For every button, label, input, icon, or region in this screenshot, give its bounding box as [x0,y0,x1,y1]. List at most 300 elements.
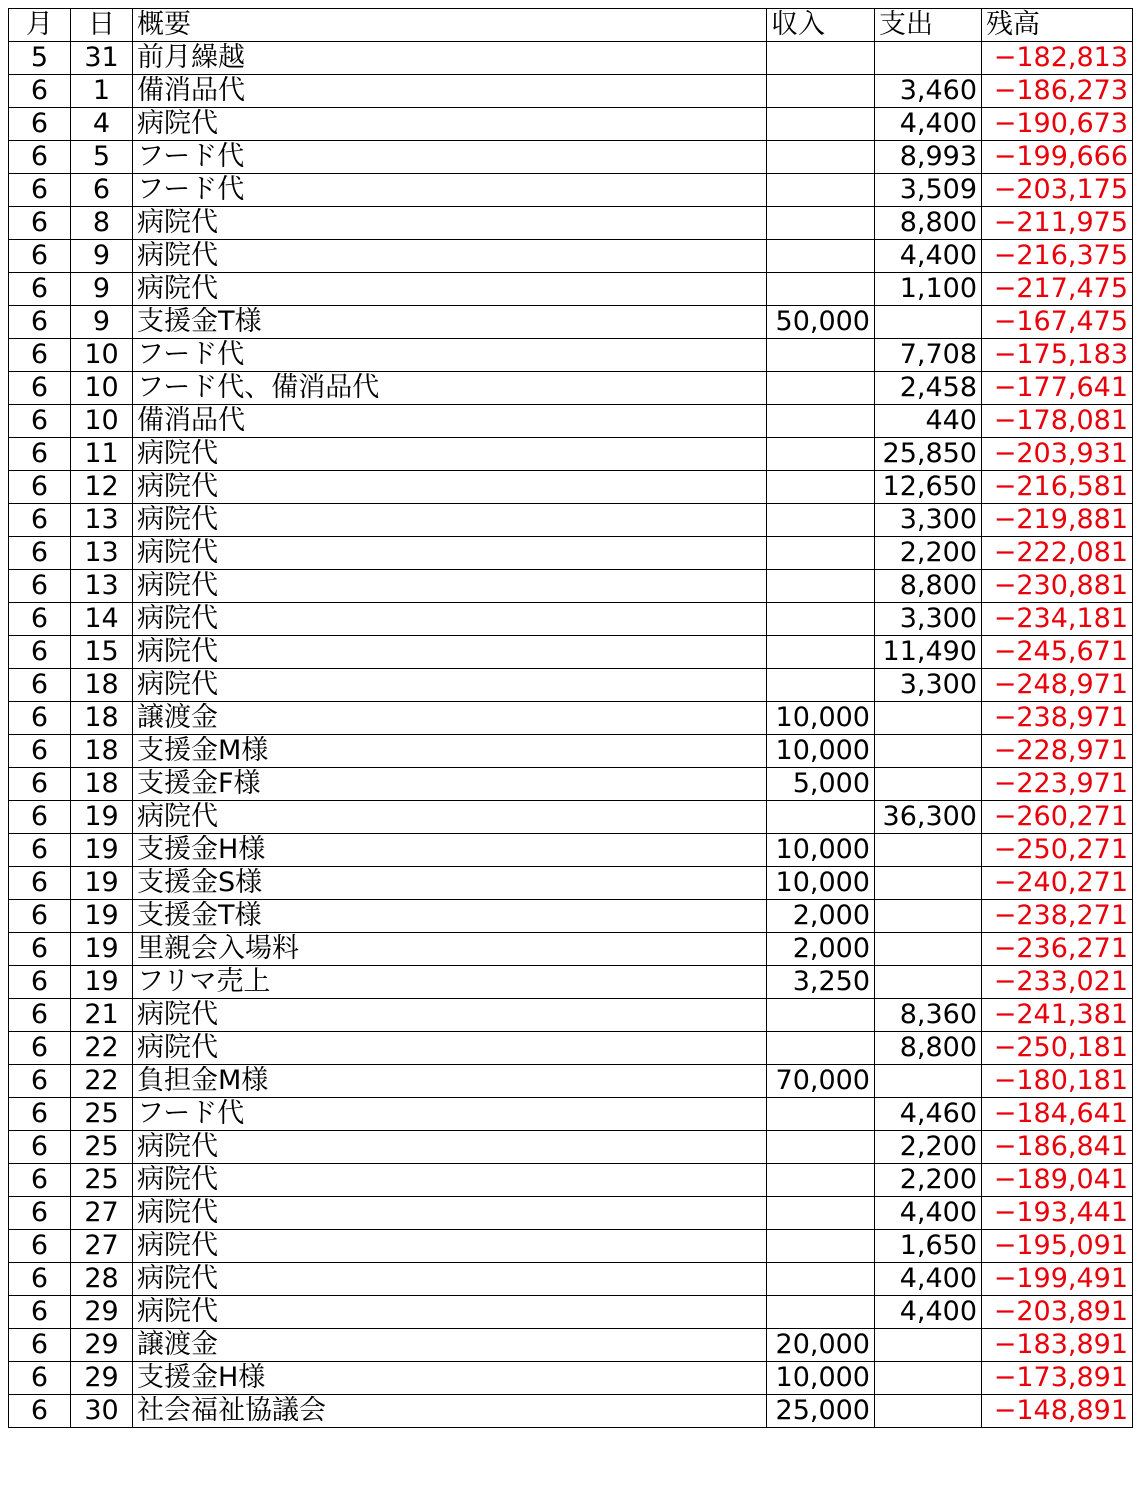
cell-description: 譲渡金 [133,1329,767,1362]
cell-description: 病院代 [133,240,767,273]
cell-description: 備消品代 [133,75,767,108]
cell-day: 27 [71,1230,133,1263]
table-row [9,636,1133,669]
cell-balance: −236,271 [982,933,1133,966]
table-row [9,768,1133,801]
cell-description: 支援金T様 [133,306,767,339]
cell-day: 8 [71,207,133,240]
cell-balance: −186,273 [982,75,1133,108]
cell-expense: 8,993 [875,141,982,174]
cell-balance: −241,381 [982,999,1133,1032]
cell-day: 19 [71,834,133,867]
cell-month: 6 [9,306,71,339]
table-row [9,999,1133,1032]
table-row [9,75,1133,108]
cell-day: 6 [71,174,133,207]
cell-balance: −167,475 [982,306,1133,339]
cell-income: 50,000 [767,306,875,339]
table-row [9,1296,1133,1329]
cell-month: 5 [9,42,71,75]
cell-description: フード代 [133,339,767,372]
cell-month: 6 [9,669,71,702]
cell-description: 病院代 [133,1164,767,1197]
cell-expense [875,966,982,999]
cell-expense [875,1329,982,1362]
cell-balance: −203,891 [982,1296,1133,1329]
cell-balance: −178,081 [982,405,1133,438]
cell-income [767,108,875,141]
cell-month: 6 [9,900,71,933]
cell-expense: 7,708 [875,339,982,372]
cell-month: 6 [9,1263,71,1296]
cell-expense: 3,300 [875,669,982,702]
cell-balance: −230,881 [982,570,1133,603]
cell-month: 6 [9,1230,71,1263]
header-expense: 支出 [875,9,982,42]
cell-description: 支援金H様 [133,834,767,867]
cell-balance: −250,271 [982,834,1133,867]
cell-description: 支援金F様 [133,768,767,801]
cell-income [767,471,875,504]
cell-month: 6 [9,1197,71,1230]
cell-day: 9 [71,306,133,339]
cell-day: 12 [71,471,133,504]
cell-month: 6 [9,834,71,867]
cell-day: 18 [71,702,133,735]
cell-day: 9 [71,240,133,273]
cell-balance: −219,881 [982,504,1133,537]
table-row [9,801,1133,834]
cell-month: 6 [9,438,71,471]
header-day: 日 [71,9,133,42]
cell-income [767,1230,875,1263]
header-month: 月 [9,9,71,42]
cell-expense: 4,400 [875,1296,982,1329]
cell-income: 10,000 [767,702,875,735]
cell-income [767,273,875,306]
cell-description: 前月繰越 [133,42,767,75]
cell-day: 13 [71,570,133,603]
cell-expense: 4,400 [875,240,982,273]
cell-balance: −193,441 [982,1197,1133,1230]
cell-day: 18 [71,669,133,702]
cell-day: 15 [71,636,133,669]
cell-income [767,1263,875,1296]
cell-description: フリマ売上 [133,966,767,999]
cell-day: 27 [71,1197,133,1230]
cell-description: 病院代 [133,207,767,240]
cell-day: 4 [71,108,133,141]
cell-description: 里親会入場料 [133,933,767,966]
cell-day: 31 [71,42,133,75]
cell-income: 20,000 [767,1329,875,1362]
cell-day: 19 [71,867,133,900]
cell-income [767,1197,875,1230]
cell-expense: 2,200 [875,1164,982,1197]
table-row [9,900,1133,933]
cell-month: 6 [9,75,71,108]
ledger-body [9,42,1133,1428]
cell-day: 19 [71,900,133,933]
cell-balance: −216,375 [982,240,1133,273]
header-income: 収入 [767,9,875,42]
cell-description: 病院代 [133,603,767,636]
cell-income [767,438,875,471]
cell-expense: 2,458 [875,372,982,405]
header-description: 概要 [133,9,767,42]
cell-income [767,207,875,240]
cell-month: 6 [9,603,71,636]
cell-day: 28 [71,1263,133,1296]
cell-day: 21 [71,999,133,1032]
cell-day: 13 [71,537,133,570]
cell-balance: −248,971 [982,669,1133,702]
cell-expense: 3,300 [875,504,982,537]
header-balance: 残高 [982,9,1133,42]
cell-expense: 8,800 [875,1032,982,1065]
table-row [9,471,1133,504]
cell-month: 6 [9,1329,71,1362]
table-row [9,273,1133,306]
cell-month: 6 [9,1164,71,1197]
table-row [9,1197,1133,1230]
table-row [9,966,1133,999]
cell-description: 支援金H様 [133,1362,767,1395]
cell-month: 6 [9,207,71,240]
cell-description: 病院代 [133,999,767,1032]
cell-expense: 4,400 [875,1197,982,1230]
table-row [9,1065,1133,1098]
cell-day: 22 [71,1065,133,1098]
cell-income [767,141,875,174]
cell-month: 6 [9,801,71,834]
cell-balance: −233,021 [982,966,1133,999]
cell-description: 病院代 [133,801,767,834]
cell-expense: 11,490 [875,636,982,669]
table-row [9,834,1133,867]
cell-description: フード代 [133,141,767,174]
table-row [9,1329,1133,1362]
cell-description: 病院代 [133,669,767,702]
cell-expense [875,735,982,768]
cell-description: 病院代 [133,471,767,504]
cell-day: 9 [71,273,133,306]
table-row [9,1362,1133,1395]
cell-income [767,339,875,372]
table-row [9,438,1133,471]
cell-month: 6 [9,702,71,735]
cell-description: 社会福祉協議会 [133,1395,767,1428]
cell-month: 6 [9,867,71,900]
cell-income [767,174,875,207]
cell-balance: −223,971 [982,768,1133,801]
cell-month: 6 [9,1395,71,1428]
cell-month: 6 [9,636,71,669]
cell-expense [875,1362,982,1395]
cell-expense [875,42,982,75]
cell-description: 病院代 [133,438,767,471]
cell-description: 支援金S様 [133,867,767,900]
cell-income [767,801,875,834]
cell-description: 病院代 [133,1230,767,1263]
cell-description: 病院代 [133,273,767,306]
cell-income [767,1131,875,1164]
cell-balance: −203,175 [982,174,1133,207]
cell-balance: −260,271 [982,801,1133,834]
cell-balance: −228,971 [982,735,1133,768]
header-row [9,9,1133,42]
cell-description: 病院代 [133,537,767,570]
cell-day: 10 [71,405,133,438]
cell-balance: −180,181 [982,1065,1133,1098]
cell-month: 6 [9,999,71,1032]
cell-day: 18 [71,768,133,801]
cell-month: 6 [9,570,71,603]
cell-income [767,240,875,273]
cell-description: 譲渡金 [133,702,767,735]
table-row [9,306,1133,339]
cell-income [767,42,875,75]
cell-income [767,1296,875,1329]
cell-day: 10 [71,339,133,372]
cell-expense [875,1395,982,1428]
cell-month: 6 [9,966,71,999]
cell-balance: −234,181 [982,603,1133,636]
table-row [9,669,1133,702]
cell-balance: −190,673 [982,108,1133,141]
cell-expense: 1,650 [875,1230,982,1263]
cell-income [767,1032,875,1065]
cell-income [767,537,875,570]
cell-expense: 3,460 [875,75,982,108]
table-row [9,867,1133,900]
cell-balance: −186,841 [982,1131,1133,1164]
cell-expense: 8,360 [875,999,982,1032]
cell-day: 14 [71,603,133,636]
table-row [9,141,1133,174]
cell-expense [875,702,982,735]
cell-day: 10 [71,372,133,405]
cell-balance: −238,971 [982,702,1133,735]
cell-day: 19 [71,966,133,999]
cell-day: 30 [71,1395,133,1428]
cell-income [767,75,875,108]
cell-balance: −195,091 [982,1230,1133,1263]
cell-income: 5,000 [767,768,875,801]
table-row [9,1395,1133,1428]
cell-balance: −238,271 [982,900,1133,933]
cell-day: 25 [71,1164,133,1197]
table-row [9,207,1133,240]
cell-balance: −189,041 [982,1164,1133,1197]
cell-day: 19 [71,933,133,966]
cell-description: 負担金M様 [133,1065,767,1098]
cell-month: 6 [9,240,71,273]
cell-expense: 12,650 [875,471,982,504]
cell-balance: −173,891 [982,1362,1133,1395]
cell-balance: −148,891 [982,1395,1133,1428]
cell-description: 病院代 [133,1296,767,1329]
table-row [9,1032,1133,1065]
cell-description: 支援金M様 [133,735,767,768]
cell-month: 6 [9,174,71,207]
cell-expense: 2,200 [875,537,982,570]
cell-day: 25 [71,1131,133,1164]
table-row [9,339,1133,372]
cell-expense [875,306,982,339]
cell-expense: 4,460 [875,1098,982,1131]
cell-month: 6 [9,1131,71,1164]
table-row [9,504,1133,537]
cell-description: 支援金T様 [133,900,767,933]
cell-expense [875,867,982,900]
cell-expense: 2,200 [875,1131,982,1164]
cell-income: 2,000 [767,900,875,933]
ledger-table [8,8,1133,1428]
cell-balance: −199,666 [982,141,1133,174]
cell-income: 10,000 [767,735,875,768]
cell-day: 29 [71,1362,133,1395]
cell-month: 6 [9,372,71,405]
cell-description: 病院代 [133,504,767,537]
cell-month: 6 [9,339,71,372]
cell-expense: 25,850 [875,438,982,471]
cell-balance: −245,671 [982,636,1133,669]
table-row [9,1230,1133,1263]
cell-income [767,669,875,702]
cell-balance: −216,581 [982,471,1133,504]
cell-balance: −222,081 [982,537,1133,570]
cell-expense: 3,509 [875,174,982,207]
cell-balance: −177,641 [982,372,1133,405]
table-row [9,1098,1133,1131]
cell-month: 6 [9,273,71,306]
cell-income [767,999,875,1032]
table-row [9,603,1133,636]
ledger-header [9,9,1133,42]
cell-income: 10,000 [767,867,875,900]
table-row [9,42,1133,75]
cell-month: 6 [9,471,71,504]
cell-income: 25,000 [767,1395,875,1428]
cell-balance: −211,975 [982,207,1133,240]
cell-description: 病院代 [133,108,767,141]
cell-description: 病院代 [133,1197,767,1230]
cell-day: 29 [71,1296,133,1329]
cell-income [767,405,875,438]
cell-month: 6 [9,1296,71,1329]
cell-month: 6 [9,537,71,570]
cell-income: 10,000 [767,834,875,867]
cell-month: 6 [9,405,71,438]
cell-description: 病院代 [133,1263,767,1296]
cell-expense [875,900,982,933]
table-row [9,108,1133,141]
cell-income: 3,250 [767,966,875,999]
cell-description: 病院代 [133,636,767,669]
table-row [9,240,1133,273]
table-row [9,405,1133,438]
cell-expense: 440 [875,405,982,438]
cell-description: 病院代 [133,1131,767,1164]
cell-month: 6 [9,1098,71,1131]
table-row [9,1263,1133,1296]
cell-day: 1 [71,75,133,108]
cell-balance: −182,813 [982,42,1133,75]
cell-day: 25 [71,1098,133,1131]
cell-day: 11 [71,438,133,471]
cell-month: 6 [9,768,71,801]
cell-income: 10,000 [767,1362,875,1395]
cell-income [767,504,875,537]
cell-day: 5 [71,141,133,174]
cell-balance: −183,891 [982,1329,1133,1362]
table-row [9,537,1133,570]
table-row [9,372,1133,405]
table-row [9,702,1133,735]
cell-day: 29 [71,1329,133,1362]
cell-description: 病院代 [133,570,767,603]
table-row [9,570,1133,603]
table-row [9,735,1133,768]
cell-balance: −250,181 [982,1032,1133,1065]
cell-description: 病院代 [133,1032,767,1065]
cell-month: 6 [9,504,71,537]
cell-expense: 36,300 [875,801,982,834]
cell-description: 備消品代 [133,405,767,438]
cell-expense: 3,300 [875,603,982,636]
cell-day: 19 [71,801,133,834]
cell-expense [875,933,982,966]
cell-balance: −203,931 [982,438,1133,471]
table-row [9,1164,1133,1197]
table-row [9,1131,1133,1164]
cell-month: 6 [9,1065,71,1098]
cell-month: 6 [9,1032,71,1065]
cell-balance: −199,491 [982,1263,1133,1296]
cell-month: 6 [9,933,71,966]
cell-expense [875,834,982,867]
cell-description: フード代 [133,1098,767,1131]
table-row [9,174,1133,207]
cell-income [767,603,875,636]
cell-income [767,1164,875,1197]
cell-expense: 4,400 [875,108,982,141]
cell-balance: −184,641 [982,1098,1133,1131]
cell-income [767,1098,875,1131]
cell-balance: −240,271 [982,867,1133,900]
table-row [9,933,1133,966]
cell-description: フード代 [133,174,767,207]
cell-day: 13 [71,504,133,537]
cell-month: 6 [9,141,71,174]
cell-expense: 1,100 [875,273,982,306]
cell-income [767,372,875,405]
cell-expense: 8,800 [875,570,982,603]
cell-expense [875,1065,982,1098]
cell-description: フード代、備消品代 [133,372,767,405]
cell-month: 6 [9,108,71,141]
cell-month: 6 [9,735,71,768]
cell-expense: 8,800 [875,207,982,240]
cell-expense: 4,400 [875,1263,982,1296]
cell-income [767,636,875,669]
cell-day: 22 [71,1032,133,1065]
cell-expense [875,768,982,801]
cell-balance: −175,183 [982,339,1133,372]
cell-income [767,570,875,603]
cell-income: 70,000 [767,1065,875,1098]
